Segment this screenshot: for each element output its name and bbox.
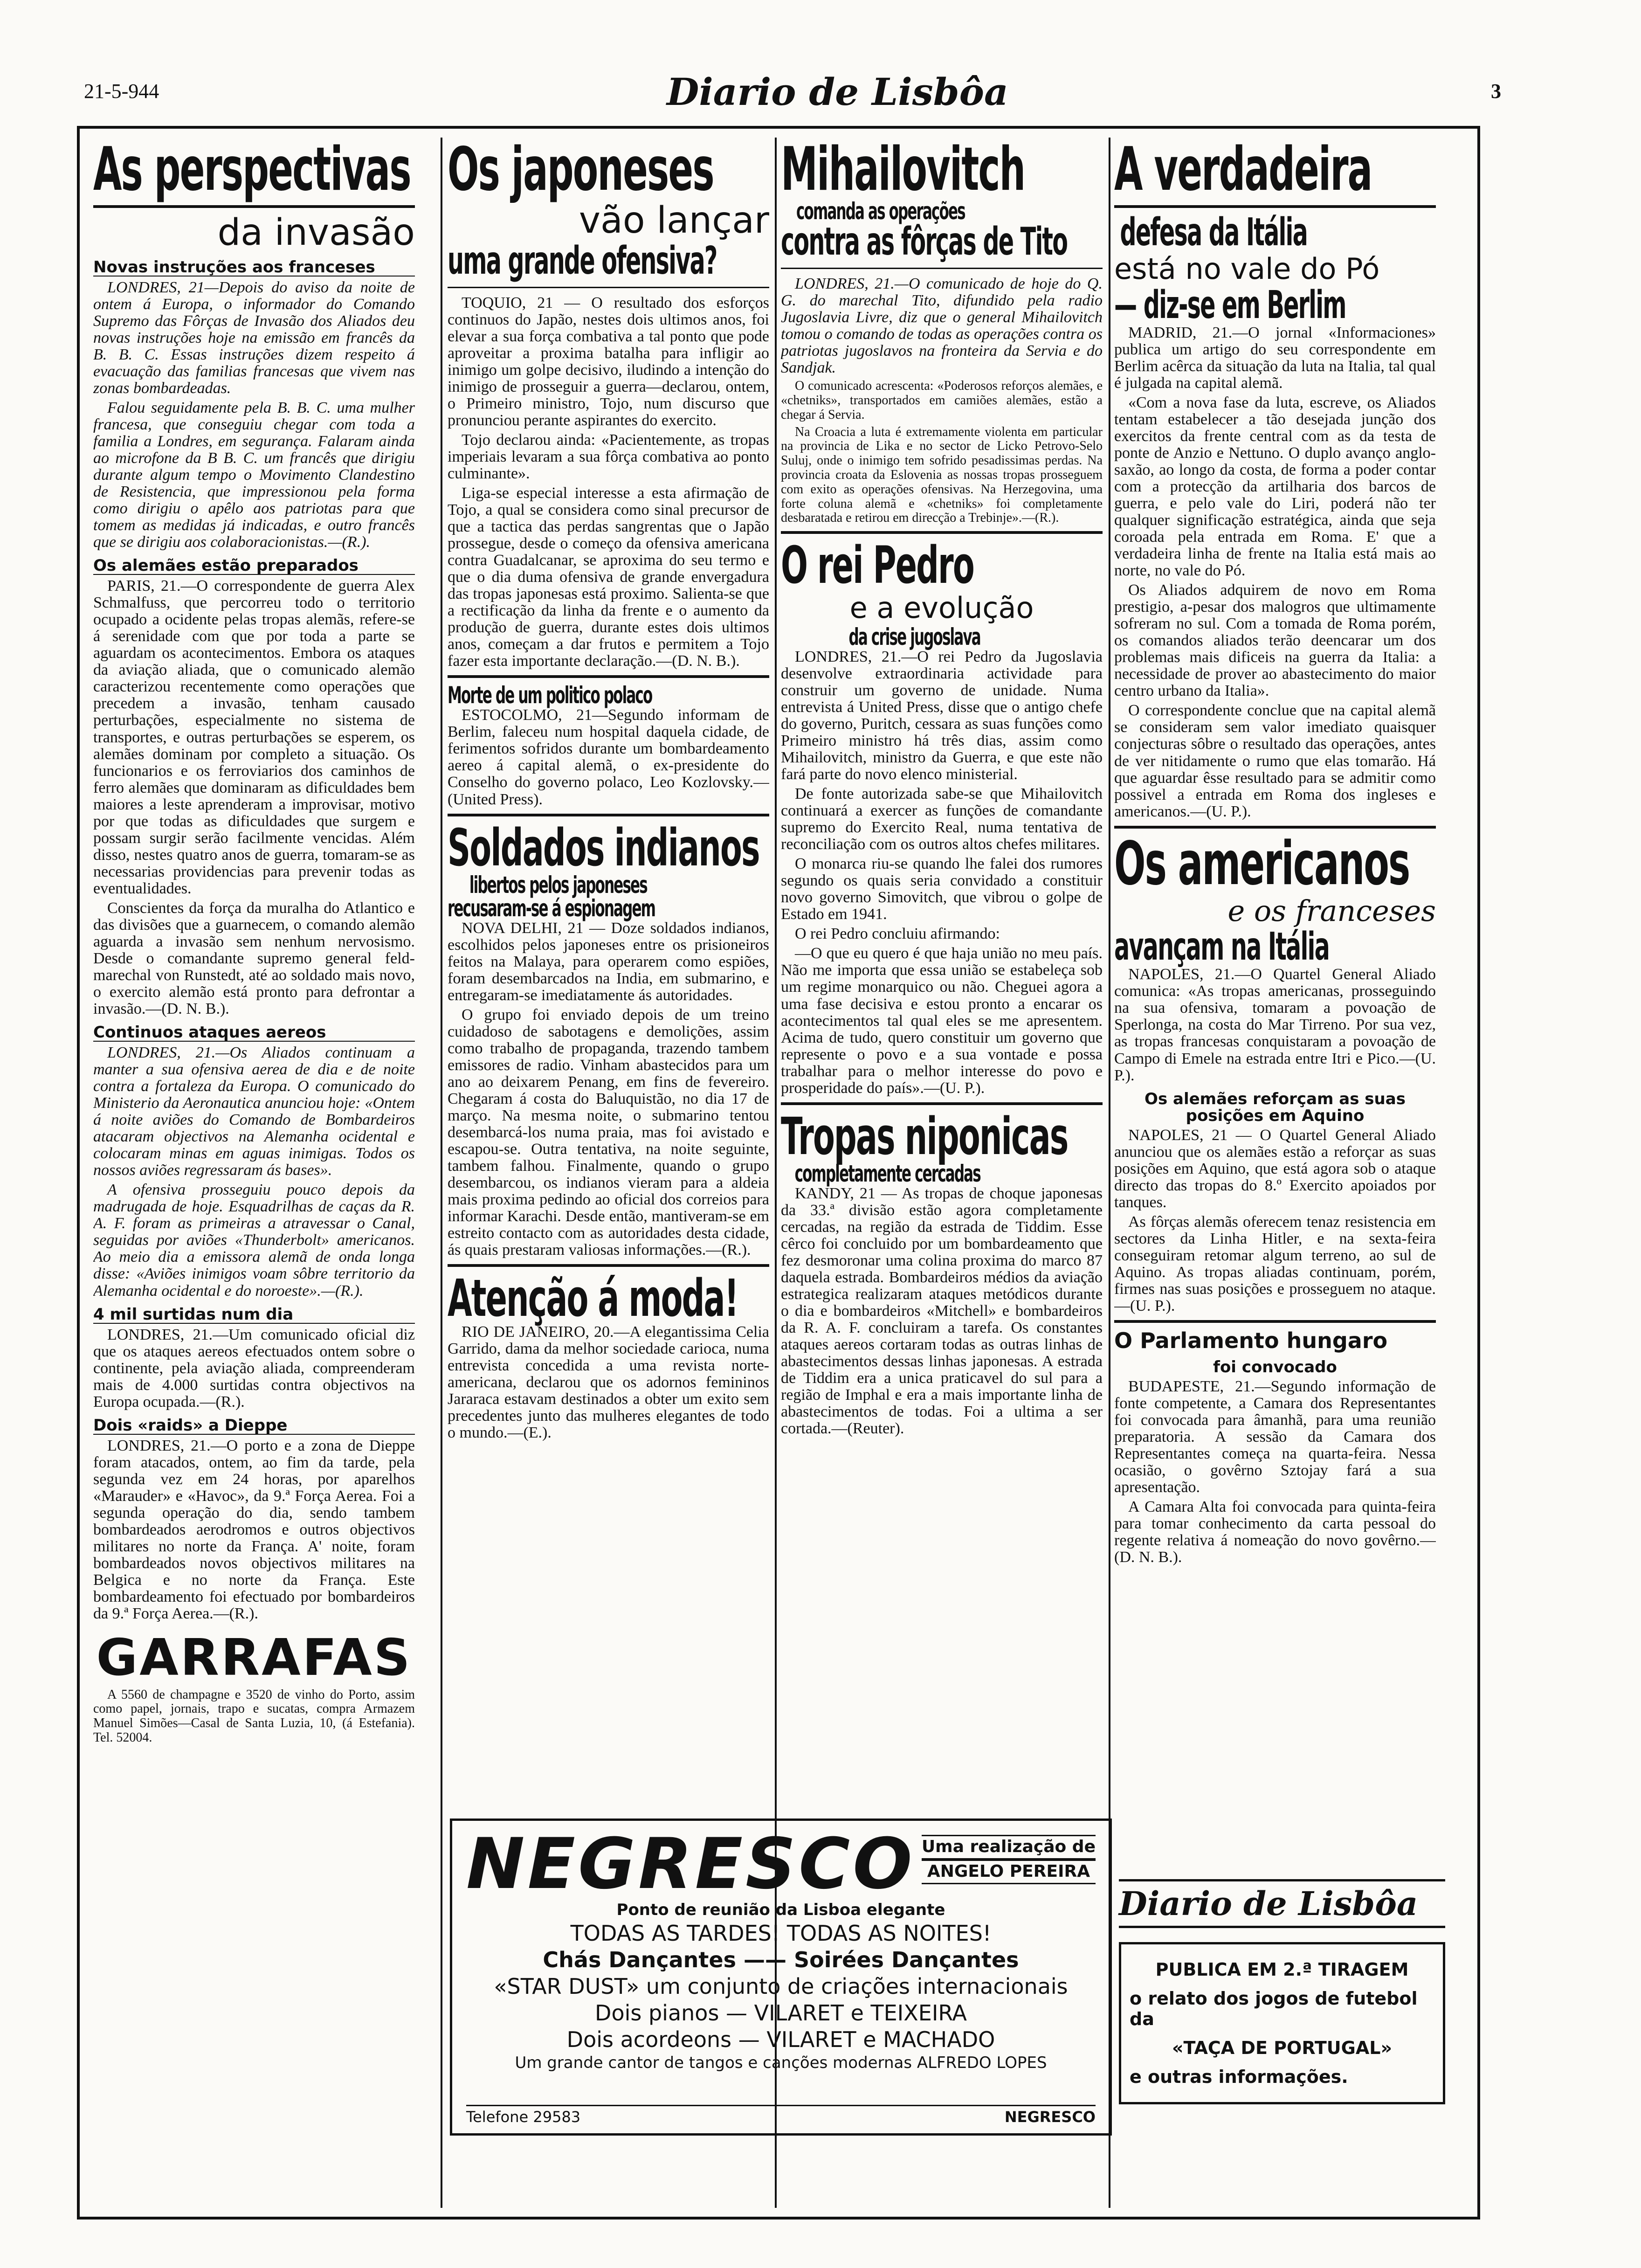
subhead-convocado: foi convocado — [1213, 1357, 1337, 1376]
subhead-berlim: — diz-se em Berlim — [1114, 283, 1346, 327]
subhead-franceses: e os franceses — [1227, 893, 1436, 928]
ad-negresco-footer-brand: NEGRESCO — [1004, 2108, 1096, 2126]
article-paragraph: TOQUIO, 21 — O resultado dos esforços continuos do Japão, nestes dois ultimos anos, foi elevar a sua força combativa a tal ponto que pode aproveitar a proxima batalha para infligir ao inimigo um golpe decisivo, iludindo a intenção do inimigo de prosseguir a guerra—declarou, ontem, o Primeiro ministro, Tojo, num discurso que pronunciou perante aspirantes do exercito. — [448, 294, 769, 429]
column-rule — [441, 138, 442, 2208]
ad-negresco-brand: NEGRESCO — [466, 1824, 915, 1905]
headline-soldados-indianos: Soldados indianos — [448, 817, 759, 878]
article-paragraph: O correspondente conclue que na capital alemã se consideram sem valor imediato quaisquer conjecturas sôbre o resultado das operações, antes de ver nitidamente o rumo que elas tomarão. Há que aguardar êsse resultado para se admitir como possivel a entrada em Roma dos ingleses e americanos.—(U. P.). — [1114, 702, 1436, 820]
ad-diario-line: o relato dos jogos de futebol da — [1130, 1988, 1418, 2029]
article-paragraph: Liga-se especial interesse a esta afirmação de Tojo, a qual se considera como sinal precursor de que a tactica das perdas sangrentas que o Japão prossegue, desde o começo da ofensiva americana contra Guadalcanar, se aproxima do seu termo e que o dia duma ofensiva de grande envergadura das tropas japonesas está proximo. Salienta-se que a rectificação da linha da frente e o aumento da produção de guerra, durante estes dois ultimos anos, começam a dar frutos e permitem a Tojo fazer esta importante declaração.—(D. N. B.). — [448, 484, 769, 670]
divider — [781, 1102, 1103, 1105]
article-paragraph: LONDRES, 21.—O comunicado de hoje do Q. G. do marechal Tito, difundido pela radio Jugoslavia Livre, diz que o general Mihailovitch tomou o comando de todas as operações contra os patriotas jugoslavos na fronteira da Servia e do Sandjak. — [781, 275, 1103, 377]
kicker-4-mil-surtidas: 4 mil surtidas num dia — [93, 1306, 415, 1324]
article-paragraph: —O que eu quero é que haja união no meu país. Não me importa que essa união se estabeleça sob um regime monarquico ou não. Cheguei agora a uma fase decisiva e estou pronto a encarar os acontecimentos tal qual eles se me apresentem. Acima de tudo, quero constituir um governo que represente o povo e a sua vontade e possa trabalhar para o melhor interesse do povo e prosperidade do país».—(U. P.). — [781, 945, 1103, 1097]
ad-diario — [1119, 1879, 1445, 2122]
article-paragraph: O monarca riu-se quando lhe falei dos rumores segundo os quais seria convidado a constituir novo governo Simovitch, que vibrou o golpe de Estado em 1941. — [781, 855, 1103, 923]
article-paragraph: MADRID, 21.—O jornal «Informaciones» publica um artigo do seu correspondente em Berlim acêrca da situação da luta na Italia, tal qual é julgada na capital alemã. — [1114, 324, 1436, 392]
ad-negresco-line: «STAR DUST» um conjunto de criações internacionais — [494, 1973, 1068, 1999]
article-paragraph: KANDY, 21 — As tropas de choque japonesas da 33.ª divisão estão agora completamente cercadas, na região da estrada de Tiddim. Esse cêrco foi concluido por um bombardeamento que fez desmoronar uma colina proxima do marco 87 daquela estrada. Bombardeiros médios da aviação estrategica realizaram ataques metódicos durante o dia e bombardeiros «Mitchell» e bombardeiros da R. A. F. concluiram a tarefa. Os constantes ataques aereos cortaram todas as outras linhas de abastecimentos dessas linhas japonesas. A estrada de Tiddim era a unica praticavel do sul para a região de Imphal e era a mais importante linha de abastecimentos de todas. Foi a ultima a ser cortada.—(Reuter). — [781, 1184, 1103, 1438]
ad-diario-line: e outras informações. — [1130, 2067, 1348, 2087]
article-paragraph: ESTOCOLMO, 21—Segundo informam de Berlim, faleceu num hospital daquela cidade, de ferimentos sofridos durante um bombardeamento aereo á capital alemã, o ex-presidente do Conselho do governo polaco, Leo Kozlovsky.—(United Press). — [448, 706, 769, 808]
article-paragraph: LONDRES, 21.—O rei Pedro da Jugoslavia desenvolve extraordinaria actividade para construir um governo de unidade. Numa entrevista á United Press, disse que o antigo chefe do governo, Puritch, cessara as suas funções como Primeiro ministro há três dias, assim como Mihailovitch, ministro da Guerra, e que este não fará parte do novo elenco ministerial. — [781, 648, 1103, 783]
ad-negresco-footer — [466, 2105, 1096, 2126]
article-paragraph: O grupo foi enviado depois de um treino cuidadoso de sabotagens e demolições, assim como trabalho de propaganda, trazendo tambem emissores de radio. Vinham abastecidos para um ano ao deixarem Penang, em fins de fevereiro. Chegaram á costa do Baluquistão, no dia 17 de março. Na mesma noite, o submarino tentou desembarcá-los numa praia, mas foi avistado e escapou-se. Outra tentativa, na noite seguinte, tambem falhou. Finalmente, quando o grupo desembarcou, os indianos vieram para a aldeia mais proxima pedindo ao oficial dos correios para informar Karachi. Desde então, mantiveram-se em estreito contacto com as autoridades desta cidade, ás quais prestaram valiosas informações.—(R.). — [448, 1006, 769, 1259]
ad-negresco-line: Chás Dançantes —— Soirées Dançantes — [543, 1947, 1019, 1972]
ad-negresco-credit-line: Uma realização de — [922, 1835, 1096, 1860]
ad-negresco — [450, 1819, 1112, 2136]
kicker-alemaes-preparados: Os alemães estão preparados — [93, 557, 415, 575]
article-paragraph: LONDRES, 21—Depois do aviso da noite de ontem á Europa, o informador do Comando Supremo das Fôrças de Invasão dos Aliados deu novas instruções hoje na emissão em francês da B. B. C. Essas instruções dizem respeito á evacuação das familias francesas que vivem nas zonas bombardeadas. — [93, 278, 415, 397]
divider — [1114, 1320, 1436, 1323]
subhead-libertos: libertos pelos japoneses — [469, 871, 647, 899]
article-paragraph: NOVA DELHI, 21 — Doze soldados indianos, escolhidos pelos japoneses entre os prisioneiros feitos na Malaya, para operarem como espiões, foram desembarcados na India, em submarino, e entregaram-se imediatamente ás autoridades. — [448, 919, 769, 1004]
subhead-espionagem: recusaram-se á espionagem — [448, 894, 655, 922]
subhead-comanda: comanda as operações — [796, 198, 965, 225]
ad-negresco-line: Ponto de reunião da Lisboa elegante — [616, 1901, 945, 1919]
divider — [448, 287, 769, 288]
ad-negresco-line: Dois acordeons — VILARET e MACHADO — [566, 2026, 995, 2052]
ad-diario-line: PUBLICA EM 2.ª TIRAGEM — [1155, 1959, 1409, 1980]
headline-parlamento-hungaro: O Parlamento hungaro — [1114, 1328, 1388, 1353]
article-paragraph: NAPOLES, 21.—O Quartel General Aliado comunica: «As tropas americanas, prosseguindo na sua ofensiva, tomaram a povoação de Sperlonga, na costa do Mar Tirreno. Por sua vez, as tropas francesas conquistaram a povoação de Campo di Emele na estrada entre Itri e Pico.—(U. P.). — [1114, 966, 1436, 1084]
article-paragraph: O comunicado acrescenta: «Poderosos reforços alemães, e «chetniks», transportados em camiões alemães, estão a chegar á Servia. — [781, 379, 1103, 422]
divider — [448, 814, 769, 816]
article-paragraph: Os Aliados adquirem de novo em Roma prestigio, a-pesar dos malogros que ultimamente sofreram no sul. Com a tomada de Roma porém, os comandos aliados terão deencarar um dos problemas mais dificeis na guerra da Italia: a necessidade de prover ao abastecimento do maior centro urbano da Italia». — [1114, 581, 1436, 700]
issue-date: 21-5-944 — [84, 80, 159, 103]
article-paragraph: RIO DE JANEIRO, 20.—A elegantissima Celia Garrido, dama da melhor sociedade carioca, numa entrevista concedida a uma revista norte-americana, declarou que os adornos femininos Jararaca estavam destinados a obter um exito sem precedentes junto das mulheres elegantes de todo o mundo.—(E.). — [448, 1323, 769, 1442]
article-paragraph: PARIS, 21.—O correspondente de guerra Alex Schmalfuss, que percorreu todo o territorio ocupado a ocidente pelas tropas alemãs, refere-se á serenidade com que por toda a parte se aguardam os acontecimentos. Embora os ataques da aviação aliada, que o comunicado alemão caracterizou recentemente como operações que precedem a invasão, tenham causado perturbações, especialmente no sistema de transportes, e outras perturbações se esperem, os alemães dominam por completo a situação. Os funcionarios e os ferroviarios dos caminhos de ferro alemães que dominaram as dificuldades bem maiores a leste aprenderam a improvisar, motivo por que todas as dificuldades que surgem e possam surgir serão facilmente vencidas. Além disso, nestes quatro anos de guerra, tomaram-se as necessarias providencias para prevenir todas as eventualidades. — [93, 577, 415, 897]
article-paragraph: Falou seguidamente pela B. B. C. uma mulher francesa, que conseguiu chegar com toda a familia a Londres, em segurança. Falaram ainda ao microfone da B B. C. um francês que dirigiu durante algum tempo o Movimento Clandestino de Resistencia, que impressionou pela forma como dirigiu o apêlo aos patriotas para que tomem as medidas já indicadas, e outro francês que se dirigiu aos colaboracionistas.—(R.). — [93, 399, 415, 551]
article-paragraph: A ofensiva prosseguiu pouco depois da madrugada de hoje. Esquadrilhas de caças da R. A. F. foram as primeiras a atravessar o Canal, seguidas por aviões «Thunderbolt» americanos. Ao meio dia a emissora alemã de onda longa disse: «Aviões inimigos voam sôbre territorio da Alemanha ocidental e do noroeste».—(R.). — [93, 1181, 415, 1300]
article-paragraph: LONDRES, 21.—Os Aliados continuam a manter a sua ofensiva aerea de dia e de noite contra a fortaleza da Europa. O comunicado do Ministerio da Aeronautica anunciou hoje: «Ontem á noite aviões do Comando de Bombardeiros atacaram objectivos na Alemanha ocidental e colocaram minas em aguas inimigas. Todos os nossos aviões regressaram ás bases». — [93, 1044, 415, 1179]
article-paragraph: LONDRES, 21.—Um comunicado oficial diz que os ataques aereos efectuados ontem sobre o continente, pela aviação aliada, compreenderam mais de 4.000 surtidas contra objectivos na Europa ocupada.—(R.). — [93, 1326, 415, 1411]
kicker-raids-dieppe: Dois «raids» a Dieppe — [93, 1417, 415, 1435]
masthead — [84, 70, 1501, 121]
ad-negresco-line: TODAS AS TARDES! TODAS AS NOITES! — [570, 1921, 992, 1946]
headline-verdadeira: A verdadeira — [1114, 140, 1372, 204]
article-paragraph: As fôrças alemãs oferecem tenaz resistencia em sectores da Linha Hitler, e na sexta-feira conseguiram retomar algum terreno, ao sul de Aquino. As tropas aliadas continuam, porém, firmes nas suas posições e prosseguem no ataque.—(U. P.). — [1114, 1213, 1436, 1314]
divider — [448, 1264, 769, 1267]
page-number: 3 — [1491, 80, 1501, 103]
ad-diario-logo: Diario de Lisbôa — [1119, 1879, 1445, 1928]
divider — [93, 205, 415, 208]
divider — [781, 268, 1103, 269]
headline-japoneses: Os japoneses — [448, 140, 714, 204]
ad-negresco-credit-name: ANGELO PEREIRA — [922, 1860, 1096, 1884]
article-paragraph: Conscientes da força da muralha do Atlantico e das divisões que a guarnecem, o comando alemão aguarda a invasão sem nenhum nervosismo. Desde o comandante supremo general feld-marechal von Runstedt, até ao soldado mais novo, o exercito alemão está pronto para defrontar a invasão.—(D. N. B.). — [93, 899, 415, 1018]
ad-negresco-phone: Telefone 29583 — [466, 2108, 581, 2126]
article-paragraph: Na Croacia a luta é extremamente violenta em particular na provincia de Lika e no sector de Licko Petrovo-Selo Suluj, onde o inimigo tem sofrido pesadissimas perdas. Na provincia croata da Eslovenia as nossas tropas prosseguem com exito as operações ofensivas. Na Herzegovina, uma forte coluna alemã e «chetniks» foi completamente desbaratada e retirou em direcção a Trebinje».—(R.). — [781, 424, 1103, 526]
divider — [1114, 205, 1436, 208]
article-paragraph: A Camara Alta foi convocada para quinta-feira para tomar conhecimento da carta pessoal do regente relativa á nomeação do novo govêrno.—(D. N. B.). — [1114, 1498, 1436, 1566]
ad-diario-box — [1119, 1942, 1445, 2104]
kicker-aquino: Os alemães reforçam as suas posições em Aquino — [1145, 1089, 1406, 1125]
kicker-novas-instrucoes: Novas instruções aos franceses — [93, 259, 415, 277]
headline-americanos: Os americanos — [1114, 829, 1410, 899]
subhead-vao-lancar: vão lançar — [579, 200, 769, 242]
ad-garrafas-text: A 5560 de champagne e 3520 de vinho do Porto, assim como papel, jornais, trapo e sucatas, compra Armazem Manuel Simões—Casal de Santa Luzia, 10, (á Estefania). Tel. 52004. — [93, 1687, 415, 1745]
subhead-invasao: da invasão — [217, 212, 415, 254]
divider — [781, 531, 1103, 534]
headline-mihailovitch: Mihailovitch — [781, 140, 1025, 204]
kicker-ataques-aereos: Continuos ataques aereos — [93, 1024, 415, 1042]
headline-tropas-niponicas: Tropas niponicas — [781, 1106, 1068, 1166]
subhead-defesa-italia: defesa da Itália — [1120, 210, 1307, 255]
subhead-grande-ofensiva: uma grande ofensiva? — [448, 238, 717, 283]
divider — [1114, 826, 1436, 829]
ad-negresco-line: Um grande cantor de tangos e canções modernas ALFREDO LOPES — [515, 2053, 1047, 2072]
subhead-contra-tito: contra as fôrças de Tito — [781, 220, 1068, 264]
headline-politico-polaco: Morte de um politico polaco — [448, 682, 652, 709]
headline-perspectivas: As perspectivas — [93, 140, 411, 204]
subhead-cercadas: completamente cercadas — [794, 1160, 980, 1187]
article-paragraph: O rei Pedro concluiu afirmando: — [795, 925, 1000, 943]
newspaper-title: Diario de Lisbôa — [667, 70, 1008, 114]
ad-negresco-credit — [922, 1835, 1096, 1884]
article-paragraph: De fonte autorizada sabe-se que Mihailovitch continuará a exercer as funções de comandante supremo do Exercito Real, numa tentativa de reconciliação com os outros altos chefes militares. — [781, 785, 1103, 853]
column-invasion — [93, 140, 415, 2206]
subhead-crise-jugoslava: da crise jugoslava — [848, 623, 980, 650]
headline-rei-pedro: O rei Pedro — [781, 535, 974, 595]
article-paragraph: LONDRES, 21.—O porto e a zona de Dieppe foram atacados, ontem, ao fim da tarde, pela segunda vez em 24 horas, por aparelhos «Marauder» e «Havoc», da 9.ª Força Aerea. Foi a segunda operação do dia, sendo tambem bombardeados aerodromos e outros objectivos militares no norte da França. A' noite, foram bombardeados novos objectivos militares na Belgica e no norte da França. Este bombardeamento foi efectuado por bombardeiros da 9.ª Força Aerea.—(R.). — [93, 1437, 415, 1623]
article-paragraph: NAPOLES, 21 — O Quartel General Aliado anunciou que os alemães estão a reforçar as suas posições em Aquino, que está agora sob o ataque directo das tropas do 8.º Exercito apoiados por tanques. — [1114, 1126, 1436, 1211]
ad-garrafas-title: GARRAFAS — [96, 1629, 412, 1687]
article-paragraph: BUDAPESTE, 21.—Segundo informação de fonte competente, a Camara dos Representantes foi convocada para âmanhã, para uma reunião preparatoria. A sessão da Camara dos Representantes começa na quarta-feira. Nessa ocasião, o govêrno Sztojay fará a sua apresentação. — [1114, 1377, 1436, 1496]
ad-diario-line: «TAÇA DE PORTUGAL» — [1172, 2038, 1393, 2058]
article-paragraph: «Com a nova fase da luta, escreve, os Aliados tentam estabelecer a tão desejada junção dos exercitos da frente central com as da testa de ponte de Anzio e Nettuno. O duplo avanço anglo-saxão, ao longo da costa, de forma a poder contar com a protecção da artilharia dos barcos de guerra, e pelo vale do Liri, poderá não ter qualquer significação estratégica, ainda que seja coroada pela entrada em Roma. E' que a verdadeira linha de frente na Italia está mais ao norte, no vale do Pó. — [1114, 394, 1436, 580]
article-paragraph: Tojo declarou ainda: «Pacientemente, as tropas imperiais levaram a sua fôrça combativa ao ponto culminante». — [448, 431, 769, 482]
divider — [448, 675, 769, 678]
subhead-evolucao: e a evolução — [849, 591, 1034, 625]
subhead-avancam: avançam na Itália — [1114, 925, 1329, 969]
ad-negresco-line: Dois pianos — VILARET e TEIXEIRA — [595, 2000, 967, 2026]
subhead-vale-po: está no vale do Pó — [1114, 252, 1380, 286]
headline-atencao-moda: Atenção á moda! — [448, 1268, 738, 1328]
